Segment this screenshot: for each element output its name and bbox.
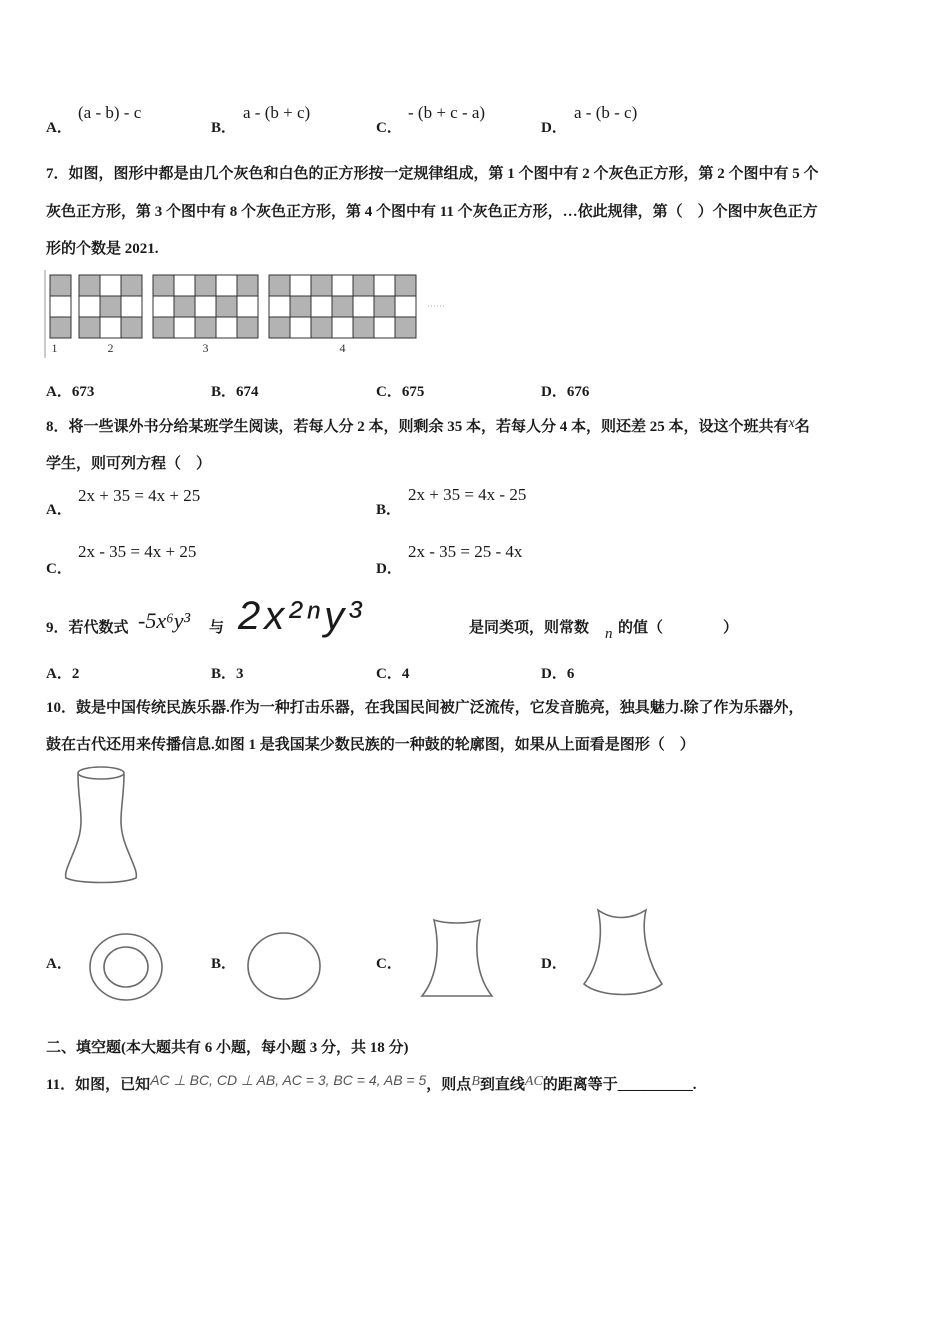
gray-square	[311, 275, 332, 296]
q7-option-b: B．674	[211, 384, 259, 400]
q9-mid: 与	[209, 620, 225, 636]
white-square	[100, 275, 121, 296]
gray-square	[395, 317, 416, 338]
q8-option-a-expr: 2x + 35 = 4x + 25	[78, 486, 201, 505]
gray-square	[153, 317, 174, 338]
white-square	[153, 296, 174, 317]
q10-text-line1: 10．鼓是中国传统民族乐器.作为一种打击乐器，在我国民间被广泛流传，它发音脆亮，独具魅力.除了作为乐器外，	[46, 700, 804, 716]
q6-option-a-expr: (a - b) - c	[78, 103, 142, 122]
gray-square	[353, 317, 374, 338]
q8-option-d-expr: 2x - 35 = 25 - 4x	[408, 542, 523, 561]
white-square	[100, 317, 121, 338]
gray-square	[153, 275, 174, 296]
q10-option-b-label: B．	[211, 956, 237, 972]
q6-option-c-expr: - (b + c - a)	[408, 103, 486, 122]
gray-square	[269, 275, 290, 296]
gray-square	[121, 275, 142, 296]
q10-option-b-circle	[246, 932, 324, 1002]
q9-prefix: 9．若代数式	[46, 620, 129, 636]
q6-option-b-label: B．	[211, 120, 237, 136]
q7-option-a: A．673	[46, 384, 95, 400]
white-square	[50, 296, 71, 317]
q11-line	[46, 1072, 697, 1094]
q6-option-d-label: D．	[541, 120, 567, 136]
q9-option-d: D．6	[541, 666, 575, 682]
q7-figure-label-3: 3	[202, 341, 209, 355]
white-square	[311, 296, 332, 317]
white-square	[79, 296, 100, 317]
q7-figure-label-1: 1	[51, 341, 58, 355]
white-square	[121, 296, 142, 317]
q10-option-c-label: C．	[376, 956, 402, 972]
q8-option-b-label: B．	[376, 502, 402, 518]
white-square	[216, 317, 237, 338]
q8-text-line1	[46, 415, 810, 436]
q8-option-a-label: A．	[46, 502, 72, 518]
q11-condition: AC ⊥ BC, CD ⊥ AB, AC = 3, BC = 4, AB = 5	[150, 1072, 427, 1088]
q8-option-b-expr: 2x + 35 = 4x - 25	[408, 485, 527, 504]
q9-option-a: A．2	[46, 666, 80, 682]
white-square	[332, 275, 353, 296]
q9-option-c: C．4	[376, 666, 410, 682]
white-square	[237, 296, 258, 317]
gray-square	[79, 317, 100, 338]
q9-suffix: 是同类项，则常数	[469, 620, 590, 636]
q8-option-c-label: C．	[46, 561, 72, 577]
white-square	[216, 275, 237, 296]
q6-option-d-expr: a - (b - c)	[574, 103, 638, 122]
q11-line-ac: AC	[524, 1074, 543, 1089]
q8-text-line2: 学生，则可列方程（ ）	[46, 456, 212, 472]
q11-mid2: 到直线	[479, 1077, 525, 1093]
q7-option-c: C．675	[376, 384, 425, 400]
drum-top-rim	[78, 767, 124, 779]
q10-option-d-label: D．	[541, 956, 567, 972]
q9-option-b: B．3	[211, 666, 244, 682]
q8-text-line1-main: 8．将一些课外书分给某班学生阅读，若每人分 2 本，则剩余 35 本，若每人分 4 本，则还差 25 本，设这个班共有	[46, 419, 789, 435]
white-square	[290, 317, 311, 338]
q11-end: 的距离等于__________.	[542, 1077, 697, 1093]
gray-square	[50, 275, 71, 296]
white-square	[332, 317, 353, 338]
q7-figure-label-2: 2	[107, 341, 114, 355]
gray-square	[195, 275, 216, 296]
drum-body-outline	[66, 774, 137, 883]
q7-option-d: D．676	[541, 384, 590, 400]
q11-prefix: 11．如图，已知	[46, 1077, 151, 1093]
q8-text-line1-end: 名	[794, 419, 810, 435]
white-square	[374, 317, 395, 338]
q8-option-c-expr: 2x - 35 = 4x + 25	[78, 542, 197, 561]
white-square	[374, 275, 395, 296]
white-square	[353, 296, 374, 317]
q7-square-pattern-figure	[44, 268, 454, 360]
q11-mid: ，则点	[426, 1077, 472, 1093]
white-square	[174, 275, 195, 296]
gray-square	[311, 317, 332, 338]
q8-option-d-label: D．	[376, 561, 402, 577]
q9-var-n: n	[605, 626, 613, 642]
gray-square	[237, 275, 258, 296]
white-square	[174, 317, 195, 338]
section-2-title: 二、填空题(本大题共有 6 小题，每小题 3 分，共 18 分)	[46, 1040, 409, 1056]
q11-point-b: B	[471, 1074, 480, 1089]
q7-text-line2: 灰色正方形，第 3 个图中有 8 个灰色正方形，第 4 个图中有 11 个灰色正方形，…依此规律，第（ ）个图中灰色正方	[46, 204, 818, 220]
gray-square	[374, 296, 395, 317]
q8-var-x: x	[788, 416, 795, 431]
q10-option-a-label: A．	[46, 956, 72, 972]
white-square	[290, 275, 311, 296]
q6-option-b-expr: a - (b + c)	[243, 103, 311, 122]
gray-square	[395, 275, 416, 296]
q9-term1: -5x⁶y³	[138, 608, 191, 633]
gray-square	[332, 296, 353, 317]
gray-square	[237, 317, 258, 338]
q6-option-c-label: C．	[376, 120, 402, 136]
gray-square	[50, 317, 71, 338]
q10-option-a-concentric-circles	[88, 932, 164, 1002]
white-square	[269, 296, 290, 317]
gray-square	[269, 317, 290, 338]
gray-square	[79, 275, 100, 296]
gray-square	[195, 317, 216, 338]
q7-text-line1: 7．如图，图形中都是由几个灰色和白色的正方形按一定规律组成，第 1 个图中有 2 个灰色正方形，第 2 个图中有 5 个	[46, 166, 819, 182]
gray-square	[121, 317, 142, 338]
gray-square	[216, 296, 237, 317]
q9-end: 的值（ ）	[618, 620, 739, 636]
q10-option-d-vase-shape	[580, 906, 666, 1000]
gray-square	[290, 296, 311, 317]
white-square	[395, 296, 416, 317]
gray-square	[174, 296, 195, 317]
gray-square	[100, 296, 121, 317]
q9-term2: 2x²ⁿy³	[238, 594, 366, 638]
q10-option-c-concave-shape	[416, 916, 498, 1000]
white-square	[195, 296, 216, 317]
q7-text-line3: 形的个数是 2021.	[46, 241, 159, 257]
q6-option-a-label: A．	[46, 120, 72, 136]
drum-outline-figure	[60, 766, 142, 884]
gray-square	[353, 275, 374, 296]
q7-figure-label-4: 4	[339, 341, 346, 355]
q10-text-line2: 鼓在古代还用来传播信息.如图 1 是我国某少数民族的一种鼓的轮廓图，如果从上面看是图形（ ）	[46, 737, 695, 753]
